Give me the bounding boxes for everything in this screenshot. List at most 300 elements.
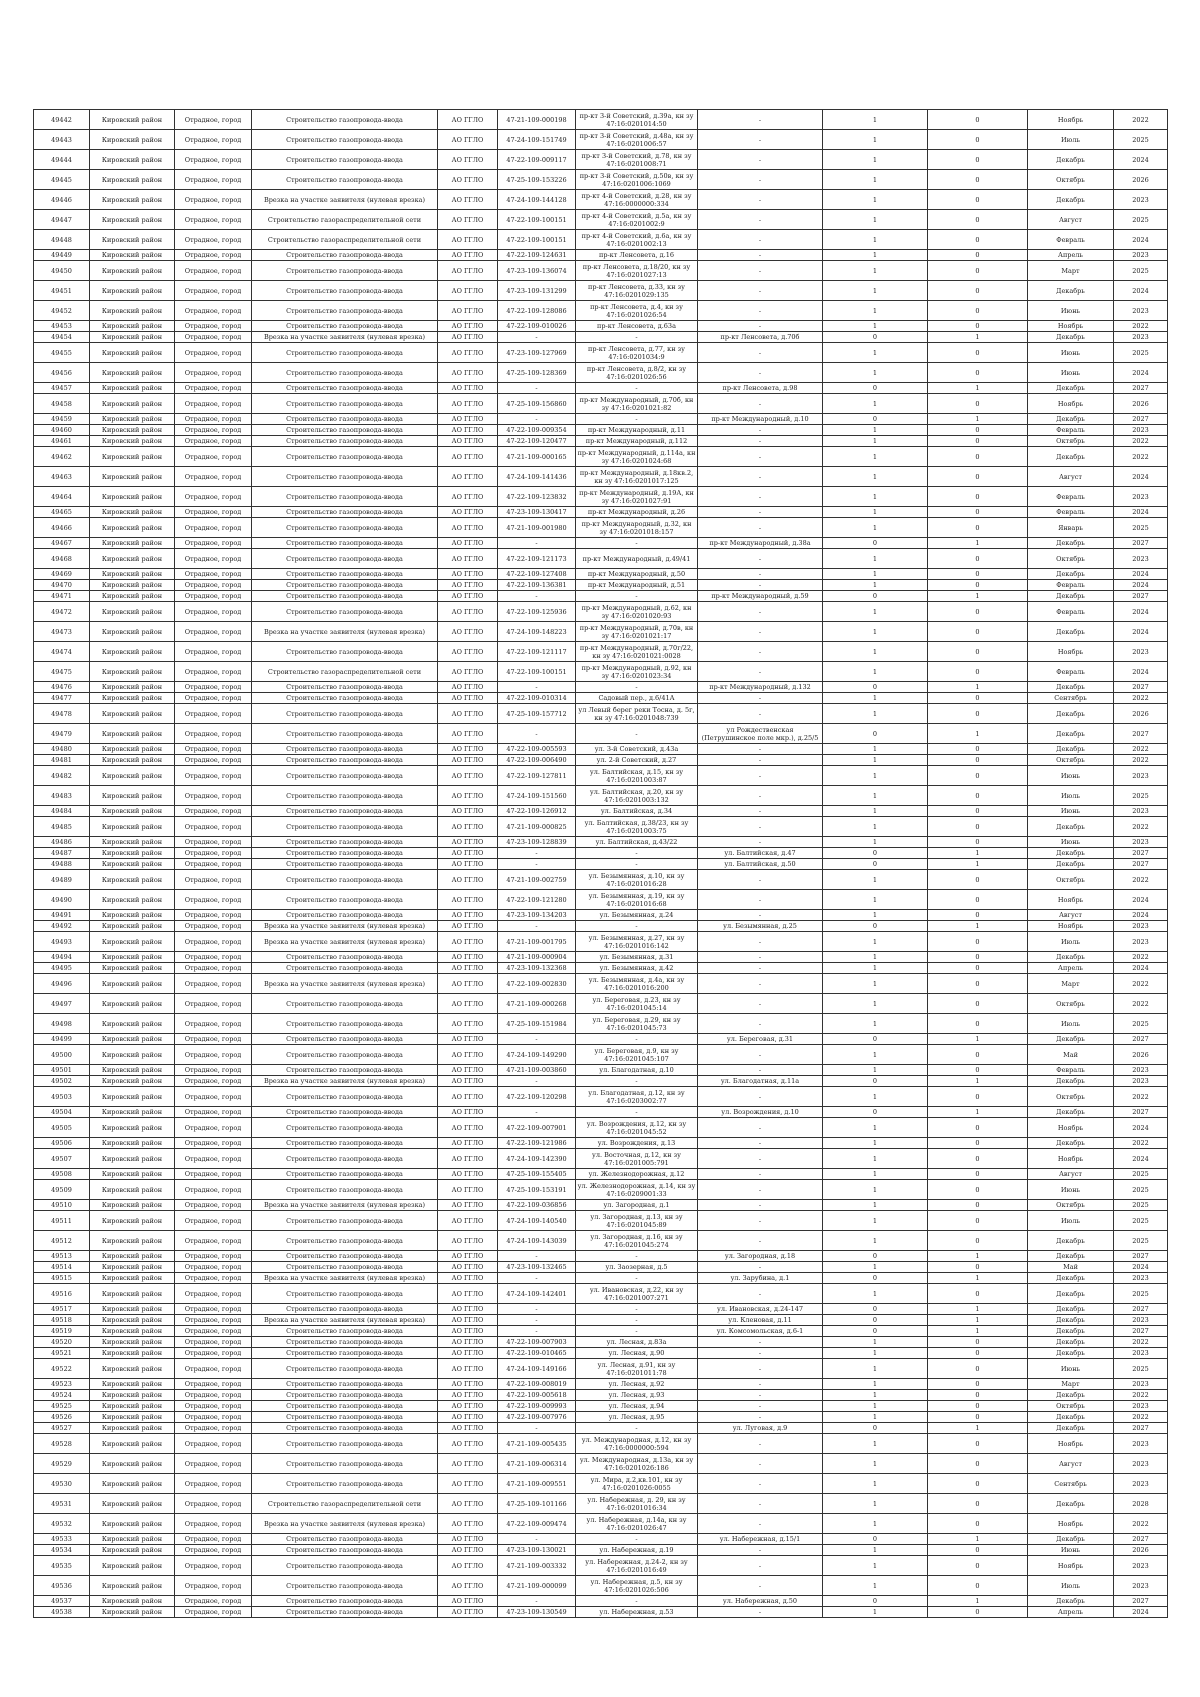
cell-work-type: Строительство газопровода-ввода xyxy=(252,1434,438,1454)
cell-organization: АО ГГЛО xyxy=(438,230,498,250)
cell-year: 2023 xyxy=(1114,1401,1168,1412)
cell-district: Кировский район xyxy=(90,250,175,261)
cell-settlement: Отрадное, город xyxy=(175,332,252,343)
cell-gas-id: - xyxy=(498,1034,576,1045)
cell-district: Кировский район xyxy=(90,230,175,250)
cell-planned: 1 xyxy=(823,662,928,682)
cell-district: Кировский район xyxy=(90,848,175,859)
table-row xyxy=(34,1315,1168,1326)
cell-address-planned: - xyxy=(698,755,823,766)
cell-district: Кировский район xyxy=(90,1434,175,1454)
cell-district: Кировский район xyxy=(90,642,175,662)
cell-year: 2023 xyxy=(1114,642,1168,662)
cell-done: 0 xyxy=(928,281,1028,301)
cell-month: Декабрь xyxy=(1028,1315,1114,1326)
cell-gas-id: - xyxy=(498,859,576,870)
cell-year: 2026 xyxy=(1114,1545,1168,1556)
cell-address-connected: ул. Международная, д.12, кн зу 47:16:0000000:594 xyxy=(576,1434,698,1454)
cell-organization: АО ГГЛО xyxy=(438,425,498,436)
cell-month: Декабрь xyxy=(1028,150,1114,170)
table-row xyxy=(34,1138,1168,1149)
cell-planned: 1 xyxy=(823,963,928,974)
cell-planned: 1 xyxy=(823,518,928,538)
cell-gas-id: 47-22-109-100151 xyxy=(498,230,576,250)
cell-address-connected: пр-кт Международный, д.18кв.2, кн зу 47:16:0201017:125 xyxy=(576,467,698,487)
cell-address-connected: - xyxy=(576,724,698,744)
cell-organization: АО ГГЛО xyxy=(438,642,498,662)
cell-settlement: Отрадное, город xyxy=(175,1034,252,1045)
table-row xyxy=(34,518,1168,538)
cell-gas-id: 47-22-109-124631 xyxy=(498,250,576,261)
cell-district: Кировский район xyxy=(90,1474,175,1494)
cell-settlement: Отрадное, город xyxy=(175,1118,252,1138)
cell-address-connected: пр-кт 3-й Советский, д.78, кн зу 47:16:0201008:71 xyxy=(576,150,698,170)
cell-id: 49515 xyxy=(34,1273,90,1284)
cell-address-planned: - xyxy=(698,1348,823,1359)
cell-done: 0 xyxy=(928,1169,1028,1180)
cell-address-connected: ул. Набережная, д.53 xyxy=(576,1607,698,1618)
cell-done: 0 xyxy=(928,1045,1028,1065)
table-row xyxy=(34,622,1168,642)
cell-month: Апрель xyxy=(1028,1607,1114,1618)
cell-settlement: Отрадное, город xyxy=(175,1434,252,1454)
cell-id: 49498 xyxy=(34,1014,90,1034)
cell-planned: 1 xyxy=(823,447,928,467)
cell-organization: АО ГГЛО xyxy=(438,704,498,724)
cell-done: 1 xyxy=(928,1315,1028,1326)
cell-done: 0 xyxy=(928,261,1028,281)
cell-gas-id: - xyxy=(498,332,576,343)
cell-done: 0 xyxy=(928,1412,1028,1423)
cell-id: 49524 xyxy=(34,1390,90,1401)
cell-district: Кировский район xyxy=(90,1211,175,1231)
cell-organization: АО ГГЛО xyxy=(438,1045,498,1065)
cell-done: 0 xyxy=(928,1284,1028,1304)
cell-gas-id: 47-23-109-128839 xyxy=(498,837,576,848)
cell-settlement: Отрадное, город xyxy=(175,848,252,859)
cell-district: Кировский район xyxy=(90,591,175,602)
cell-address-connected: - xyxy=(576,1251,698,1262)
cell-month: Декабрь xyxy=(1028,1326,1114,1337)
cell-district: Кировский район xyxy=(90,786,175,806)
cell-year: 2022 xyxy=(1114,755,1168,766)
table-row xyxy=(34,724,1168,744)
cell-settlement: Отрадное, город xyxy=(175,622,252,642)
cell-month: Июнь xyxy=(1028,343,1114,363)
cell-gas-id: 47-25-109-153191 xyxy=(498,1180,576,1200)
cell-address-connected: пр-кт 3-й Советский, д.50в, кн зу 47:16:0201006:1069 xyxy=(576,170,698,190)
cell-gas-id: 47-25-109-101166 xyxy=(498,1494,576,1514)
cell-district: Кировский район xyxy=(90,170,175,190)
cell-month: Ноябрь xyxy=(1028,1556,1114,1576)
cell-work-type: Строительство газопровода-ввода xyxy=(252,1034,438,1045)
cell-done: 0 xyxy=(928,1576,1028,1596)
cell-planned: 1 xyxy=(823,1379,928,1390)
cell-month: Декабрь xyxy=(1028,1231,1114,1251)
cell-year: 2022 xyxy=(1114,1138,1168,1149)
cell-address-connected: ул. Железнодорожная, д.12 xyxy=(576,1169,698,1180)
cell-year: 2023 xyxy=(1114,1434,1168,1454)
cell-district: Кировский район xyxy=(90,383,175,394)
cell-organization: АО ГГЛО xyxy=(438,724,498,744)
cell-planned: 1 xyxy=(823,507,928,518)
cell-district: Кировский район xyxy=(90,1545,175,1556)
cell-planned: 1 xyxy=(823,250,928,261)
cell-year: 2024 xyxy=(1114,507,1168,518)
cell-work-type: Строительство газопровода-ввода xyxy=(252,383,438,394)
cell-id: 49457 xyxy=(34,383,90,394)
cell-address-planned: ул. Благодатная, д.11а xyxy=(698,1076,823,1087)
cell-gas-id: 47-22-109-121986 xyxy=(498,1138,576,1149)
cell-planned: 1 xyxy=(823,1284,928,1304)
cell-planned: 1 xyxy=(823,210,928,230)
cell-work-type: Строительство газопровода-ввода xyxy=(252,806,438,817)
cell-settlement: Отрадное, город xyxy=(175,1556,252,1576)
cell-address-planned: - xyxy=(698,1359,823,1379)
cell-month: Декабрь xyxy=(1028,1596,1114,1607)
cell-address-connected: - xyxy=(576,682,698,693)
cell-organization: АО ГГЛО xyxy=(438,332,498,343)
cell-year: 2026 xyxy=(1114,170,1168,190)
cell-address-connected: ул. Безымянная, д.42 xyxy=(576,963,698,974)
cell-planned: 1 xyxy=(823,261,928,281)
cell-district: Кировский район xyxy=(90,1284,175,1304)
cell-planned: 0 xyxy=(823,1251,928,1262)
cell-gas-id: 47-25-109-128369 xyxy=(498,363,576,383)
cell-id: 49516 xyxy=(34,1284,90,1304)
cell-done: 0 xyxy=(928,806,1028,817)
cell-address-connected: - xyxy=(576,1273,698,1284)
cell-work-type: Строительство газопровода-ввода xyxy=(252,963,438,974)
cell-settlement: Отрадное, город xyxy=(175,321,252,332)
cell-done: 0 xyxy=(928,1180,1028,1200)
cell-district: Кировский район xyxy=(90,549,175,569)
cell-address-connected: пр-кт Международный, д.51 xyxy=(576,580,698,591)
cell-address-connected: пр-кт Ленсовета, д.63а xyxy=(576,321,698,332)
cell-district: Кировский район xyxy=(90,921,175,932)
cell-address-planned: - xyxy=(698,963,823,974)
cell-address-connected: пр-кт Международный, д.114а, кн зу 47:16:0201024:68 xyxy=(576,447,698,467)
cell-planned: 0 xyxy=(823,682,928,693)
cell-settlement: Отрадное, город xyxy=(175,1359,252,1379)
cell-work-type: Врезка на участке заявителя (нулевая врезка) xyxy=(252,1315,438,1326)
cell-planned: 1 xyxy=(823,1065,928,1076)
cell-district: Кировский район xyxy=(90,1169,175,1180)
cell-address-planned: - xyxy=(698,150,823,170)
cell-settlement: Отрадное, город xyxy=(175,230,252,250)
cell-work-type: Строительство газопровода-ввода xyxy=(252,467,438,487)
cell-gas-id: 47-22-109-009474 xyxy=(498,1514,576,1534)
cell-gas-id: 47-24-109-151749 xyxy=(498,130,576,150)
cell-district: Кировский район xyxy=(90,693,175,704)
cell-organization: АО ГГЛО xyxy=(438,890,498,910)
cell-planned: 1 xyxy=(823,994,928,1014)
cell-id: 49442 xyxy=(34,110,90,130)
cell-address-planned: - xyxy=(698,130,823,150)
cell-work-type: Строительство газопровода-ввода xyxy=(252,1211,438,1231)
cell-organization: АО ГГЛО xyxy=(438,1273,498,1284)
cell-settlement: Отрадное, город xyxy=(175,343,252,363)
cell-district: Кировский район xyxy=(90,870,175,890)
cell-year: 2025 xyxy=(1114,343,1168,363)
cell-id: 49530 xyxy=(34,1474,90,1494)
cell-address-connected: пр-кт Ленсовета, д.33, кн зу 47:16:0201029:135 xyxy=(576,281,698,301)
table-row xyxy=(34,952,1168,963)
cell-month: Октябрь xyxy=(1028,755,1114,766)
cell-gas-id: - xyxy=(498,848,576,859)
cell-district: Кировский район xyxy=(90,1076,175,1087)
cell-done: 0 xyxy=(928,1014,1028,1034)
cell-settlement: Отрадное, город xyxy=(175,602,252,622)
cell-gas-id: 47-22-109-010026 xyxy=(498,321,576,332)
cell-gas-id: 47-22-109-120477 xyxy=(498,436,576,447)
cell-district: Кировский район xyxy=(90,1034,175,1045)
cell-address-planned: - xyxy=(698,261,823,281)
cell-address-planned: - xyxy=(698,1545,823,1556)
cell-address-planned: - xyxy=(698,1231,823,1251)
cell-done: 0 xyxy=(928,130,1028,150)
cell-address-connected: ул. 2-й Советский, д.27 xyxy=(576,755,698,766)
cell-organization: АО ГГЛО xyxy=(438,766,498,786)
cell-district: Кировский район xyxy=(90,1348,175,1359)
cell-organization: АО ГГЛО xyxy=(438,693,498,704)
cell-address-connected: пр-кт Международный, д.92, кн зу 47:16:0201023:34 xyxy=(576,662,698,682)
cell-address-connected: пр-кт Ленсовета, д.4, кн зу 47:16:0201026:54 xyxy=(576,301,698,321)
cell-year: 2023 xyxy=(1114,301,1168,321)
cell-address-connected: ул Левый берег реки Тосна, д. 5г, кн зу 47:16:0201048:739 xyxy=(576,704,698,724)
cell-gas-id: 47-22-109-100151 xyxy=(498,662,576,682)
cell-gas-id: 47-22-109-010465 xyxy=(498,1348,576,1359)
cell-id: 49447 xyxy=(34,210,90,230)
cell-gas-id: 47-22-109-002830 xyxy=(498,974,576,994)
cell-organization: АО ГГЛО xyxy=(438,1379,498,1390)
cell-year: 2023 xyxy=(1114,250,1168,261)
cell-month: Ноябрь xyxy=(1028,110,1114,130)
cell-year: 2026 xyxy=(1114,394,1168,414)
table-row xyxy=(34,569,1168,580)
cell-settlement: Отрадное, город xyxy=(175,261,252,281)
cell-id: 49506 xyxy=(34,1138,90,1149)
cell-address-connected: - xyxy=(576,1315,698,1326)
cell-organization: АО ГГЛО xyxy=(438,910,498,921)
cell-organization: АО ГГЛО xyxy=(438,467,498,487)
cell-done: 0 xyxy=(928,487,1028,507)
cell-id: 49535 xyxy=(34,1556,90,1576)
cell-address-planned: - xyxy=(698,518,823,538)
cell-year: 2027 xyxy=(1114,682,1168,693)
cell-id: 49479 xyxy=(34,724,90,744)
cell-gas-id: 47-21-109-005435 xyxy=(498,1434,576,1454)
cell-gas-id: 47-22-109-008019 xyxy=(498,1379,576,1390)
cell-month: Октябрь xyxy=(1028,1401,1114,1412)
cell-address-connected: пр-кт 3-й Советский, д.39а, кн зу 47:16:0201014:50 xyxy=(576,110,698,130)
cell-settlement: Отрадное, город xyxy=(175,425,252,436)
cell-done: 1 xyxy=(928,1423,1028,1434)
cell-district: Кировский район xyxy=(90,301,175,321)
cell-id: 49452 xyxy=(34,301,90,321)
cell-address-planned: - xyxy=(698,1390,823,1401)
cell-address-planned: - xyxy=(698,110,823,130)
cell-district: Кировский район xyxy=(90,261,175,281)
cell-settlement: Отрадное, город xyxy=(175,394,252,414)
cell-organization: АО ГГЛО xyxy=(438,210,498,230)
cell-month: Октябрь xyxy=(1028,870,1114,890)
cell-settlement: Отрадное, город xyxy=(175,1087,252,1107)
cell-organization: АО ГГЛО xyxy=(438,261,498,281)
cell-planned: 1 xyxy=(823,602,928,622)
cell-address-connected: - xyxy=(576,848,698,859)
cell-year: 2027 xyxy=(1114,1326,1168,1337)
cell-gas-id: 47-21-109-000904 xyxy=(498,952,576,963)
cell-gas-id: 47-22-109-009117 xyxy=(498,150,576,170)
cell-work-type: Строительство газопровода-ввода xyxy=(252,1454,438,1474)
cell-settlement: Отрадное, город xyxy=(175,281,252,301)
cell-planned: 1 xyxy=(823,436,928,447)
cell-gas-id: 47-21-109-000099 xyxy=(498,1576,576,1596)
cell-address-planned: - xyxy=(698,974,823,994)
cell-settlement: Отрадное, город xyxy=(175,870,252,890)
cell-id: 49478 xyxy=(34,704,90,724)
cell-address-connected: ул. Возрождения, д.13 xyxy=(576,1138,698,1149)
cell-organization: АО ГГЛО xyxy=(438,1514,498,1534)
cell-organization: АО ГГЛО xyxy=(438,1474,498,1494)
cell-done: 0 xyxy=(928,890,1028,910)
cell-month: Декабрь xyxy=(1028,1251,1114,1262)
cell-gas-id: 47-21-109-001795 xyxy=(498,932,576,952)
cell-work-type: Строительство газопровода-ввода xyxy=(252,1379,438,1390)
cell-work-type: Строительство газопровода-ввода xyxy=(252,1326,438,1337)
cell-address-planned: - xyxy=(698,1200,823,1211)
table-row xyxy=(34,1359,1168,1379)
cell-year: 2024 xyxy=(1114,622,1168,642)
cell-settlement: Отрадное, город xyxy=(175,817,252,837)
cell-address-connected: - xyxy=(576,591,698,602)
cell-district: Кировский район xyxy=(90,766,175,786)
cell-done: 0 xyxy=(928,150,1028,170)
cell-done: 0 xyxy=(928,766,1028,786)
cell-address-connected: ул. Безымянная, д.31 xyxy=(576,952,698,963)
cell-gas-id: - xyxy=(498,1304,576,1315)
cell-district: Кировский район xyxy=(90,150,175,170)
cell-address-connected: пр-кт Ленсовета, д.77, кн зу 47:16:0201034:9 xyxy=(576,343,698,363)
cell-year: 2023 xyxy=(1114,1076,1168,1087)
cell-planned: 1 xyxy=(823,1434,928,1454)
cell-month: Декабрь xyxy=(1028,332,1114,343)
cell-district: Кировский район xyxy=(90,1390,175,1401)
table-row xyxy=(34,250,1168,261)
cell-done: 1 xyxy=(928,682,1028,693)
cell-planned: 1 xyxy=(823,363,928,383)
table-row xyxy=(34,921,1168,932)
cell-done: 0 xyxy=(928,580,1028,591)
cell-id: 49493 xyxy=(34,932,90,952)
cell-year: 2022 xyxy=(1114,1514,1168,1534)
cell-year: 2023 xyxy=(1114,806,1168,817)
cell-done: 1 xyxy=(928,1076,1028,1087)
cell-id: 49464 xyxy=(34,487,90,507)
cell-id: 49466 xyxy=(34,518,90,538)
cell-gas-id: - xyxy=(498,383,576,394)
cell-planned: 1 xyxy=(823,1556,928,1576)
cell-done: 0 xyxy=(928,1390,1028,1401)
table-row xyxy=(34,343,1168,363)
cell-year: 2024 xyxy=(1114,1149,1168,1169)
cell-gas-id: 47-22-109-006490 xyxy=(498,755,576,766)
cell-id: 49513 xyxy=(34,1251,90,1262)
cell-work-type: Врезка на участке заявителя (нулевая врезка) xyxy=(252,1200,438,1211)
cell-district: Кировский район xyxy=(90,1149,175,1169)
cell-done: 0 xyxy=(928,755,1028,766)
cell-address-planned: - xyxy=(698,210,823,230)
cell-gas-id: - xyxy=(498,1596,576,1607)
cell-settlement: Отрадное, город xyxy=(175,1474,252,1494)
cell-address-planned: - xyxy=(698,870,823,890)
cell-district: Кировский район xyxy=(90,518,175,538)
cell-address-planned: - xyxy=(698,549,823,569)
cell-organization: АО ГГЛО xyxy=(438,755,498,766)
cell-settlement: Отрадное, город xyxy=(175,921,252,932)
cell-done: 0 xyxy=(928,910,1028,921)
cell-planned: 1 xyxy=(823,1348,928,1359)
cell-work-type: Строительство газопровода-ввода xyxy=(252,859,438,870)
cell-address-connected: пр-кт 4-й Советский, д.28, кн зу 47:16:0000000:334 xyxy=(576,190,698,210)
cell-month: Октябрь xyxy=(1028,994,1114,1014)
cell-district: Кировский район xyxy=(90,1326,175,1337)
cell-district: Кировский район xyxy=(90,1014,175,1034)
cell-planned: 1 xyxy=(823,301,928,321)
cell-address-connected: ул. Набережная, д.5, кн зу 47:16:0201026:506 xyxy=(576,1576,698,1596)
cell-settlement: Отрадное, город xyxy=(175,1076,252,1087)
table-row xyxy=(34,1251,1168,1262)
cell-planned: 0 xyxy=(823,724,928,744)
cell-gas-id: - xyxy=(498,1273,576,1284)
cell-year: 2024 xyxy=(1114,569,1168,580)
cell-done: 0 xyxy=(928,786,1028,806)
cell-work-type: Строительство газопровода-ввода xyxy=(252,1607,438,1618)
cell-address-connected: пр-кт 4-й Советский, д.5а, кн зу 47:16:0201002:9 xyxy=(576,210,698,230)
cell-done: 0 xyxy=(928,1138,1028,1149)
cell-id: 49526 xyxy=(34,1412,90,1423)
cell-district: Кировский район xyxy=(90,110,175,130)
cell-planned: 1 xyxy=(823,704,928,724)
cell-gas-id: 47-22-109-127811 xyxy=(498,766,576,786)
cell-work-type: Строительство газопровода-ввода xyxy=(252,1474,438,1494)
table-row xyxy=(34,1326,1168,1337)
cell-month: Июнь xyxy=(1028,1359,1114,1379)
cell-district: Кировский район xyxy=(90,1596,175,1607)
cell-id: 49444 xyxy=(34,150,90,170)
cell-settlement: Отрадное, город xyxy=(175,1534,252,1545)
cell-year: 2022 xyxy=(1114,994,1168,1014)
cell-work-type: Строительство газопровода-ввода xyxy=(252,1359,438,1379)
cell-address-connected: ул. Набережная, д.24-2, кн зу 47:16:0201016:49 xyxy=(576,1556,698,1576)
cell-address-planned: - xyxy=(698,467,823,487)
cell-id: 49523 xyxy=(34,1379,90,1390)
cell-year: 2023 xyxy=(1114,1379,1168,1390)
cell-address-planned: ул. Набережная, д.50 xyxy=(698,1596,823,1607)
cell-address-connected: - xyxy=(576,1423,698,1434)
cell-address-planned: - xyxy=(698,766,823,786)
cell-address-planned: - xyxy=(698,190,823,210)
cell-id: 49510 xyxy=(34,1200,90,1211)
cell-address-connected: пр-кт 4-й Советский, д.6а, кн зу 47:16:0201002:13 xyxy=(576,230,698,250)
cell-year: 2027 xyxy=(1114,848,1168,859)
cell-settlement: Отрадное, город xyxy=(175,1273,252,1284)
cell-address-connected: пр-кт 3-й Советский, д.48а, кн зу 47:16:0201006:57 xyxy=(576,130,698,150)
cell-address-connected: ул. Лесная, д.83а xyxy=(576,1337,698,1348)
cell-district: Кировский район xyxy=(90,507,175,518)
cell-planned: 0 xyxy=(823,538,928,549)
